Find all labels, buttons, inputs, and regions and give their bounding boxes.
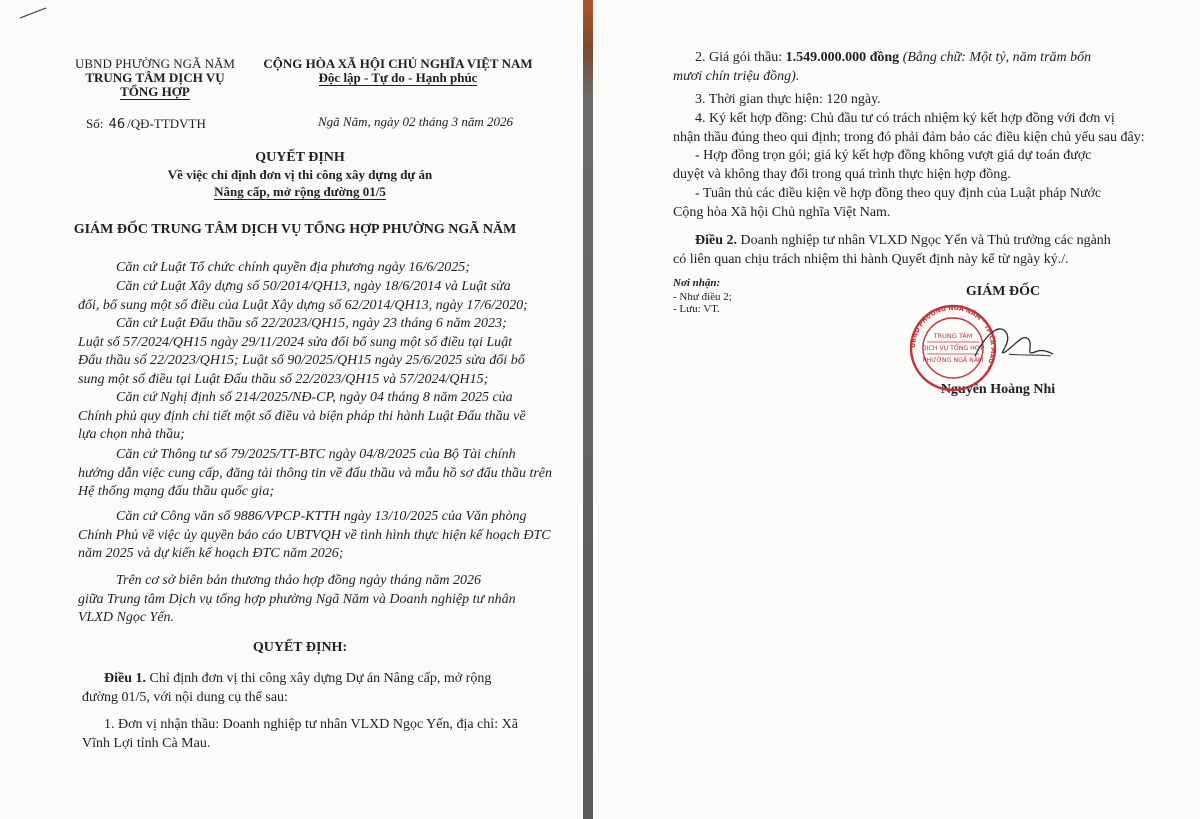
agency-line-2: TRUNG TÂM DỊCH VỤ xyxy=(85,70,225,85)
seal-center-3: PHƯỜNG NGÃ NĂM xyxy=(922,357,984,364)
basis-4: Căn cứ Nghị định số 214/2025/NĐ-CP, ngày 04 tháng 8 năm 2025 của Chính phủ quy định chi tiết một số điều và biện pháp thi hành Luật Đấu thầu về lựa chọn nhà thầu; xyxy=(78,390,526,442)
issuer-heading: GIÁM ĐỐC TRUNG TÂM DỊCH VỤ TỔNG HỢP PHƯỜNG NGÃ NĂM xyxy=(73,222,517,237)
subject-line-2: Nâng cấp, mở rộng đường 01/5 xyxy=(214,184,386,199)
article-1: Điều 1. Chỉ định đơn vị thi công xây dựng Dự án Nâng cấp, mở rộng đường 01/5, với nội dung cụ thể sau: xyxy=(82,671,492,705)
recipient-2: - Lưu: VT. xyxy=(673,303,720,315)
signer-name: Nguyễn Hoàng Nhi xyxy=(940,382,1056,397)
item-1: 1. Đơn vị nhận thầu: Doanh nghiệp tư nhân VLXD Ngọc Yến, địa chỉ: Xã Vĩnh Lợi tỉnh Cà Mau. xyxy=(82,717,518,751)
condition-1: - Hợp đồng trọn gói; giá ký kết hợp đồng không vượt giá dự toán được duyệt và không thay đổi trong quá trình thực hiện hợp đồng. xyxy=(673,148,1092,182)
pen-mark xyxy=(18,6,48,20)
basis-1: Căn cứ Luật Tổ chức chính quyền địa phương ngày 16/6/2025; xyxy=(116,260,470,275)
item-3: 3. Thời gian thực hiện: 120 ngày. xyxy=(695,92,881,107)
basis-7: Trên cơ sở biên bản thương thảo hợp đồng ngày tháng năm 2026 giữa Trung tâm Dịch vụ tổng hợp phường Ngã Năm và Doanh nghiệp tư nhân VLXD Ngọc Yến. xyxy=(78,573,516,625)
recipients-title: Nơi nhận: xyxy=(673,277,721,289)
nation-line-2: Độc lập - Tự do - Hạnh phúc xyxy=(318,70,478,85)
seal-center-1: TRUNG TÂM xyxy=(933,332,973,340)
document-page-1 xyxy=(0,0,583,819)
recipient-1: - Như điều 2; xyxy=(673,291,732,303)
agency-line-3: TỔNG HỢP xyxy=(120,84,190,99)
subject-line-1: Về việc chỉ định đơn vị thi công xây dựng dự án xyxy=(167,167,433,182)
basis-2: Căn cứ Luật Xây dựng số 50/2014/QH13, ngày 18/6/2014 và Luật sửa đổi, bổ sung một số điều của Luật Xây dựng số 62/2014/QH13, ngày 17/6/2020; xyxy=(78,279,528,313)
document-page-2 xyxy=(593,0,1200,819)
condition-2: - Tuân thủ các điều kiện về hợp đồng theo quy định của Luật pháp Nước Cộng hòa Xã hội Chủ nghĩa Việt Nam. xyxy=(673,186,1102,220)
basis-5: Căn cứ Thông tư số 79/2025/TT-BTC ngày 04/8/2025 của Bộ Tài chính hướng dẫn việc cung cấp, đăng tải thông tin về đấu thầu và mẫu hồ sơ đấu thầu trên Hệ thống mạng đấu thầu quốc gia; xyxy=(78,447,553,499)
agency-line-1: UBND PHƯỜNG NGÃ NĂM xyxy=(75,56,235,71)
signer-title: GIÁM ĐỐC xyxy=(965,284,1041,299)
doc-title: QUYẾT ĐỊNH xyxy=(255,150,345,165)
place-date: Ngã Năm, ngày 02 tháng 3 năm 2026 xyxy=(318,114,513,129)
desk-background xyxy=(583,0,593,819)
basis-3: Căn cứ Luật Đấu thầu số 22/2023/QH15, ngày 23 tháng 6 năm 2023; Luật số 57/2024/QH15 ngày 29/11/2024 sửa đổi bổ sung một số điều tại Luật Đấu thầu số 22/2023/QH15; Luật số 90/2025/QH15 ngày 25/6/2025 sửa đổi bổ sung một số điều tại Luật Đấu thầu số 22/2023/QH15 và 57/2024/QH15; xyxy=(78,316,525,387)
decision-heading: QUYẾT ĐỊNH: xyxy=(252,640,348,655)
official-seal xyxy=(905,296,1055,392)
basis-6: Căn cứ Công văn số 9886/VPCP-KTTH ngày 13/10/2025 của Văn phòng Chính Phủ về việc ủy quyền báo cáo UBTVQH về tình hình thực hiện kế hoạch ĐTC năm 2025 và dự kiến kế hoạch ĐTC năm 2026; xyxy=(78,509,551,561)
doc-number: Số: 46 /QĐ-TTDVTH xyxy=(86,116,206,132)
nation-line-1: CỘNG HÒA XÃ HỘI CHỦ NGHĨA VIỆT NAM xyxy=(263,56,533,71)
item-4: 4. Ký kết hợp đồng: Chủ đầu tư có trách nhiệm ký kết hợp đồng với đơn vị nhận thầu đúng theo qui định; trong đó phải đảm bảo các điều kiện chủ yếu sau đây: xyxy=(673,111,1145,145)
article-2: Điều 2. Doanh nghiệp tư nhân VLXD Ngọc Yến và Thủ trưởng các ngành có liên quan chịu trách nhiệm thi hành Quyết định này kể từ ngày ký./. xyxy=(673,233,1111,267)
seal-center-2: DỊCH VỤ TỔNG HỢP xyxy=(921,345,985,352)
seal-ring-text: UBND PHƯỜNG NGÃ NĂM * TP CÀ MAU * xyxy=(909,304,997,370)
item-2: 2. Giá gói thầu: 1.549.000.000 đồng (Bằng chữ: Một tỷ, năm trăm bốn mươi chín triệu đồng). xyxy=(673,50,1092,84)
